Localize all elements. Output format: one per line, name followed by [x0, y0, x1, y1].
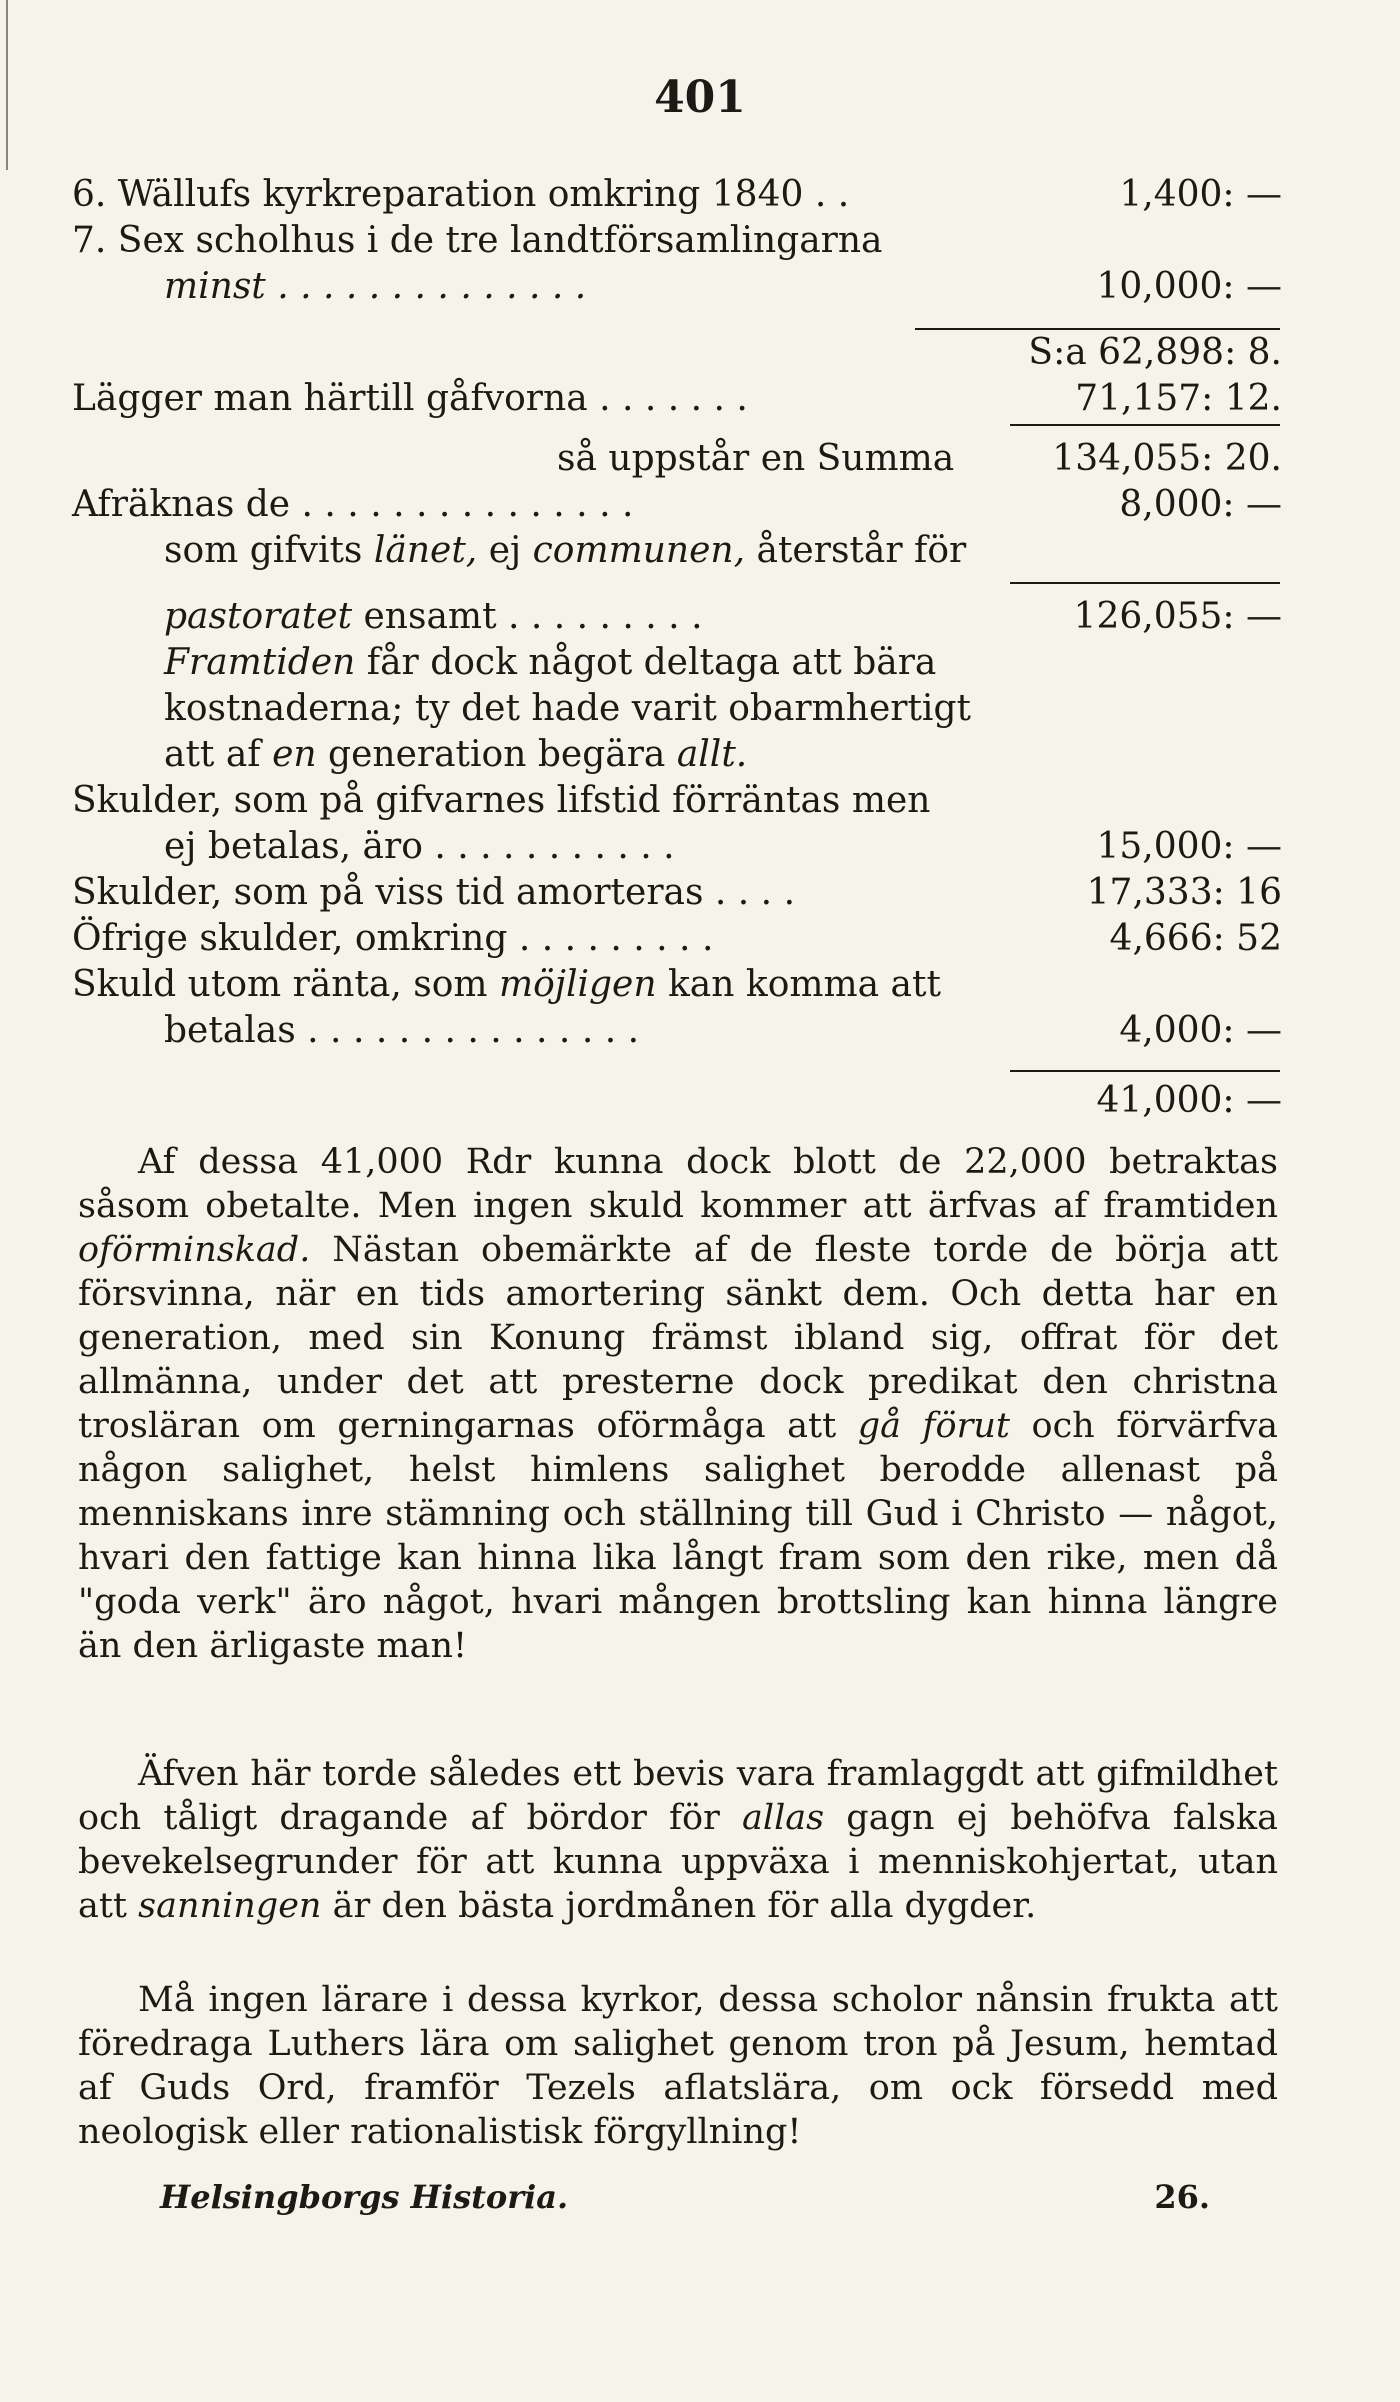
- ledger-row-gifts: [72, 376, 1282, 422]
- total-rule: [1010, 424, 1280, 426]
- ledger-total: [72, 436, 1282, 574]
- debts4-italic: möjligen: [498, 964, 657, 1005]
- p2-italic: allas: [742, 1798, 825, 1838]
- p1-italic-2: gå förut: [857, 1406, 1010, 1446]
- future3-b: generation begära: [328, 734, 666, 775]
- given-suffix: återstår för: [756, 530, 967, 571]
- ledger-label: Lägger man härtill gåfvorna . . . . . . .: [72, 378, 748, 419]
- p2-italic-2: sanningen: [138, 1886, 322, 1926]
- future3-a: att af: [164, 734, 261, 775]
- ledger-row-debts1: [72, 778, 1282, 824]
- pastorat-rest: ensamt . . . . . . . . .: [363, 596, 703, 637]
- paragraph-3: [78, 1978, 1278, 2154]
- ledger-label: Öfrige skulder, omkring . . . . . . . . .: [72, 918, 714, 959]
- ledger-label: betalas . . . . . . . . . . . . . . .: [164, 1010, 640, 1051]
- ledger-label: Skulder, som på viss tid amorteras . . . .: [72, 872, 796, 913]
- ledger-row-future1: [72, 640, 1282, 686]
- ledger-row-given: [72, 528, 1282, 574]
- future-rest: får dock något deltaga att bära: [366, 642, 937, 683]
- ledger-row-item7: [72, 218, 1282, 264]
- ledger-label: [164, 528, 966, 574]
- given-communen: communen,: [532, 530, 746, 571]
- ledger-amount: 15,000: —: [1096, 826, 1282, 867]
- p3-text: Må ingen lärare i dessa kyrkor, dessa scholor nånsin frukta att föredraga Luthers lära om salighet genom tron på Jesum, hemtad af Guds Ord, framför Tezels aflatslära, om ock försedd med neologisk eller rationalistisk förgyllning!: [78, 1980, 1278, 2152]
- p1-c: och förvärfva någon salighet, helst himlens salighet berodde allenast på menniskans inre stämning och ställning till Gud i Christo — något, hvari den fattige kan hinna lika långt fram som den rike, men då "goda verk" äro något, hvari mången brottsling kan hinna längre än den ärligaste man!: [78, 1406, 1278, 1666]
- footer: [160, 2178, 1210, 2216]
- ledger-amount: S:a 62,898: 8.: [1028, 332, 1282, 373]
- ledger-rest: [72, 594, 1282, 1054]
- ledger-row-pastorat: [72, 594, 1282, 640]
- ledger-row-total: [72, 436, 1282, 482]
- p1-b: Nästan obemärkte af de fleste torde de börja att försvinna, när en tids amortering sänkt dem. Och detta har en generation, med sin Konung främst ibland sig, offrat för det allmänna, under det att presterne dock predikat den christna trosläran om gerningarnas oförmåga att: [78, 1230, 1278, 1446]
- ledger-row-deduct: [72, 482, 1282, 528]
- ledger-row-debts4: [72, 962, 1282, 1008]
- ledger-label: Afräknas de . . . . . . . . . . . . . . .: [72, 484, 634, 525]
- future3-allt: allt.: [676, 734, 748, 775]
- page-number: 401: [654, 72, 746, 123]
- ledger-row-debts1-cont: [72, 824, 1282, 870]
- future3-en: en: [272, 734, 317, 775]
- ledger-amount: 4,666: 52: [1109, 918, 1282, 959]
- ledger-row-future2: [72, 686, 1282, 732]
- ledger-row-sum1: [72, 330, 1282, 376]
- ledger-row-debts3: [72, 916, 1282, 962]
- debts4-b: kan komma att: [667, 964, 941, 1005]
- ledger-amount: 8,000: —: [1119, 484, 1282, 525]
- ledger-debts-total: [72, 1078, 1282, 1124]
- ledger-amount: 134,055: 20.: [1052, 438, 1282, 479]
- ledger-label: så uppstår en Summa: [557, 438, 955, 479]
- ledger-amount: 41,000: —: [1096, 1080, 1282, 1121]
- ledger-row-debts-total: [72, 1078, 1282, 1124]
- ledger-row-item7-cont: [72, 264, 1282, 310]
- given-lanet: länet,: [373, 530, 478, 571]
- ledger-label: [72, 962, 941, 1008]
- ledger-label: 6. Wällufs kyrkreparation omkring 1840 . .: [72, 174, 850, 215]
- ledger-row-debts4-cont: [72, 1008, 1282, 1054]
- ledger-amount: 10,000: —: [1096, 266, 1282, 307]
- ledger-label: kostnaderna; ty det hade varit obarmhertigt: [164, 688, 971, 729]
- future-italic: Framtiden: [164, 642, 356, 683]
- paragraph-1: [78, 1140, 1278, 1668]
- paragraph-2: [78, 1752, 1278, 1928]
- ledger-amount: 126,055: —: [1073, 596, 1282, 637]
- ledger-label: [164, 732, 747, 778]
- p1-a: Af dessa 41,000 Rdr kunna dock blott de 22,000 betraktas såsom obetalte. Men ingen skuld kommer att ärfvas af framtiden: [78, 1142, 1278, 1226]
- ledger: [72, 172, 1282, 310]
- ledger-label: [164, 640, 936, 686]
- ledger-row-item6: [72, 172, 1282, 218]
- debts4-a: Skuld utom ränta, som: [72, 964, 488, 1005]
- ledger-label: [164, 594, 703, 640]
- p2-a: Äfven här torde således ett bevis vara framlaggdt att gifmildhet och tåligt dragande af bördor för: [78, 1754, 1278, 1838]
- given-prefix: som gifvits: [164, 530, 363, 571]
- footer-signature: 26.: [1154, 2178, 1210, 2216]
- p1-italic: oförminskad.: [78, 1230, 311, 1270]
- ledger-label: 7. Sex scholhus i de tre landtförsamlingarna: [72, 220, 883, 261]
- footer-title: Helsingborgs Historia.: [160, 2178, 569, 2216]
- ledger-amount: 71,157: 12.: [1075, 378, 1282, 419]
- ledger-row-future3: [72, 732, 1282, 778]
- pastorat-italic: pastoratet: [164, 596, 353, 637]
- pastorat-rule: [1010, 582, 1280, 584]
- ledger-amount: 1,400: —: [1119, 174, 1282, 215]
- ledger-sum: [72, 330, 1282, 422]
- ledger-amount: 4,000: —: [1119, 1010, 1282, 1051]
- ledger-label: minst . . . . . . . . . . . . . .: [164, 266, 587, 307]
- ledger-label: Skulder, som på gifvarnes lifstid förräntas men: [72, 780, 931, 821]
- p2-c: är den bästa jordmånen för alla dygder.: [332, 1886, 1037, 1926]
- ledger-amount: 17,333: 16: [1086, 872, 1282, 913]
- ledger-label: ej betalas, äro . . . . . . . . . . .: [164, 826, 675, 867]
- p2-b: gagn ej behöfva falska bevekelsegrunder för att kunna uppväxa i menniskohjertat, utan att: [78, 1798, 1278, 1926]
- given-mid: ej: [488, 530, 522, 571]
- ledger-row-debts2: [72, 870, 1282, 916]
- debts-total-rule: [1010, 1070, 1280, 1072]
